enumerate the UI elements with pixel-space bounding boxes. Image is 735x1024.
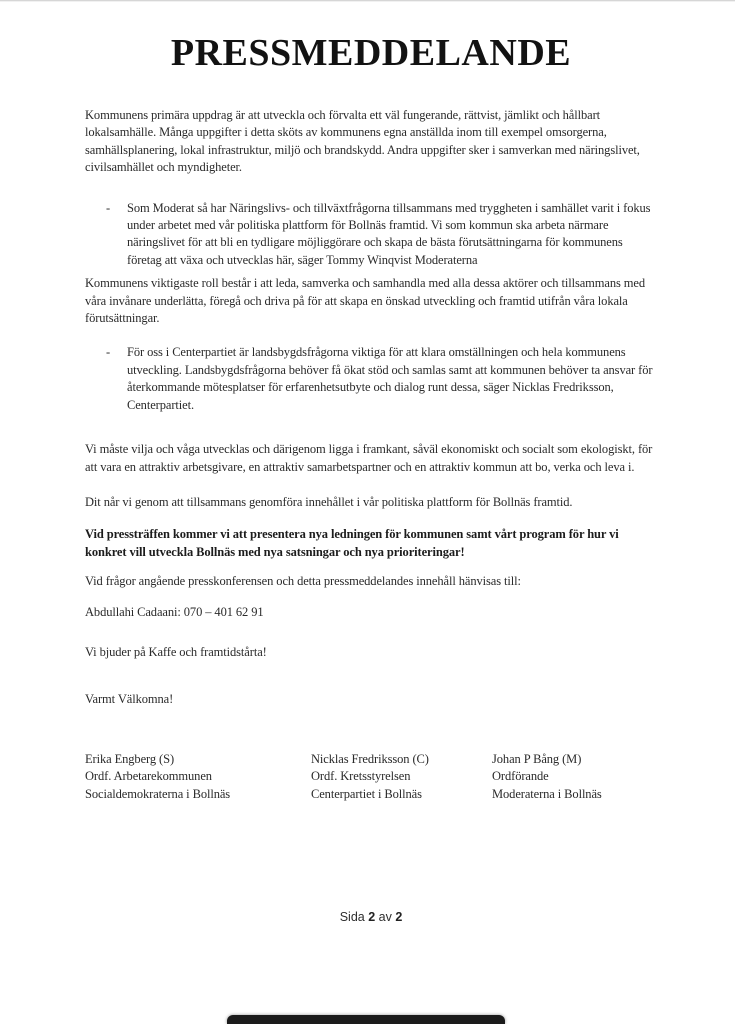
bottom-dark-bar xyxy=(227,1015,505,1024)
signer-org: Socialdemokraterna i Bollnäs xyxy=(85,786,231,801)
signer-role: Ordf. Kretsstyrelsen xyxy=(311,769,411,784)
intro-paragraph: Kommunens primära uppdrag är att utveckla och förvalta ett väl fungerande, rättvist, jämlikt och hållbart lokalsamhälle. Många uppgifter i detta sköts av kommunens egna anställda inom till exempel omsorgerna, samhällsplanering, lokal infrastruktur, miljö och brandskydd. Andra uppgifter sker i samverkan med näringslivet, civilsamhället och myndigheter. xyxy=(85,108,640,175)
announcement-bold-paragraph: Vid pressträffen kommer vi att presentera nya ledningen för kommunen samt vårt program för hur vi konkret vill utveckla Bollnäs med nya satsningar och nya prioriteringar! xyxy=(85,527,619,559)
quote-moderaterna-text: Som Moderat så har Näringslivs- och tillväxtfrågorna tillsammans med tryggheten i samhället varit i fokus under arbetet med vår politiska plattform för Bollnäs framtid. Vi som kommun ska arbeta närmare näringslivet för att bli en tydligare möjliggörare och skapa de bästa förutsättningarna för kommunens företag att växa och utvecklas här, säger Tommy Winqvist Moderaterna xyxy=(127,200,651,267)
quote-moderaterna-bullet xyxy=(85,200,657,270)
signer-org: Centerpartiet i Bollnäs xyxy=(311,786,422,801)
document-content xyxy=(0,30,735,925)
page-top-edge-shadow xyxy=(0,0,735,2)
signer-role: Ordförande xyxy=(492,769,549,784)
bullet-dash-marker: - xyxy=(106,200,111,215)
signer-name: Johan P Bång (M) xyxy=(492,751,582,766)
signature-block xyxy=(85,751,657,803)
page-number-current: 2 xyxy=(368,909,376,924)
platform-paragraph: Dit når vi genom att tillsammans genomföra innehållet i vår politiska plattform för Bollnäs framtid. xyxy=(85,494,573,509)
coffee-line: Vi bjuder på Kaffe och framtidstårta! xyxy=(85,644,267,659)
document-title: PRESSMEDDELANDE xyxy=(170,32,572,74)
role-paragraph: Kommunens viktigaste roll består i att leda, samverka och samhandla med alla dessa aktörer och tillsammans med våra invånare underlätta, föregå och driva på för att skapa en önskad utveckling och framtid utifrån våra lokala förutsättningar. xyxy=(85,276,646,326)
page-number-total: 2 xyxy=(395,909,403,924)
develop-paragraph: Vi måste vilja och våga utvecklas och därigenom ligga i framkant, såväl ekonomiskt och socialt som ekologiskt, för att vara en attraktiv arbetsgivare, en attraktiv samarbetspartner och en attraktiv kommun att bo, verka och leva i. xyxy=(85,442,653,474)
page-number-label: Sida xyxy=(339,909,365,924)
signature-centerpartiet xyxy=(311,751,492,803)
bullet-dash-marker: - xyxy=(106,345,111,360)
signer-org: Moderaterna i Bollnäs xyxy=(492,786,602,801)
page-number-footer xyxy=(85,909,657,925)
welcome-line: Varmt Välkomna! xyxy=(85,692,174,707)
signature-moderaterna xyxy=(492,751,657,803)
contact-line: Abdullahi Cadaani: 070 – 401 62 91 xyxy=(85,604,264,619)
quote-centerpartiet-bullet xyxy=(85,344,657,414)
signer-name: Nicklas Fredriksson (C) xyxy=(311,751,429,766)
signer-role: Ordf. Arbetarekommunen xyxy=(85,769,212,784)
page-number-separator: av xyxy=(378,909,392,924)
signature-socialdemokraterna xyxy=(85,751,311,803)
signer-name: Erika Engberg (S) xyxy=(85,751,175,766)
quote-centerpartiet-text: För oss i Centerpartiet är landsbygdsfrågorna viktiga för att klara omställningen och hela kommunens utveckling. Landsbygdsfrågorna behöver få ökat stöd och samlas samt att kommunen behöver ta ansvar för återkommande mötesplatser för erfarenhetsutbyte och dialog runt dessa, säger Nicklas Fredriksson, Centerpartiet. xyxy=(127,345,653,412)
contact-intro-paragraph: Vid frågor angående presskonferensen och detta pressmeddelandes innehåll hänvisas till: xyxy=(85,574,521,589)
